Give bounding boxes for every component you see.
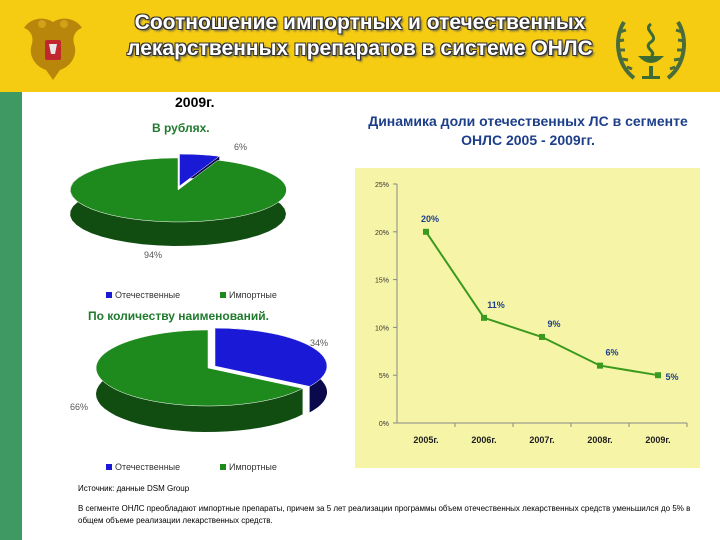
- y-tick-label: 20%: [374, 229, 389, 237]
- data-label: 6%: [605, 347, 619, 358]
- y-tick-label: 10%: [374, 325, 389, 333]
- data-label: 9%: [547, 318, 561, 329]
- count-subtitle: По количеству наименований.: [88, 309, 269, 323]
- data-label: 11%: [487, 299, 505, 310]
- source-note: Источник: данные DSM Group: [78, 484, 190, 493]
- pie-slice-Импортные: [70, 158, 286, 222]
- pie-value-label: 6%: [234, 142, 248, 152]
- data-point: [597, 363, 603, 369]
- y-tick-label: 15%: [374, 277, 389, 285]
- title-line-1: Соотношение импортных и отечественных: [134, 11, 586, 34]
- footer-text: В сегменте ОНЛС преобладают импортные препараты, причем за 5 лет реализации программы объем отечественных лекарственных средств уменьшился до 5% в общем объеме реализации лекарственных средств.: [78, 504, 691, 525]
- pie-chart-count: [58, 322, 358, 482]
- x-tick-label: 2006г.: [471, 435, 497, 445]
- title-line-2: лекарственных препаратов в системе ОНЛС: [127, 37, 593, 60]
- data-label: 20%: [420, 213, 440, 224]
- x-tick-label: 2005г.: [413, 435, 439, 445]
- pie-value-label: 94%: [144, 250, 163, 260]
- pie-value-label: 66%: [70, 402, 89, 412]
- legend-swatch: [220, 292, 226, 298]
- legend-label: Отечественные: [115, 462, 181, 472]
- pie-value-label: 34%: [310, 338, 329, 348]
- legend-label: Отечественные: [115, 290, 181, 300]
- x-tick-label: 2008г.: [587, 435, 613, 445]
- legend-swatch: [106, 292, 112, 298]
- slide-title: [100, 10, 620, 62]
- coat-of-arms-icon: [20, 14, 86, 84]
- y-tick-label: 0%: [378, 421, 389, 428]
- pie-chart-rubles: [58, 134, 358, 304]
- data-point: [655, 372, 661, 378]
- line-chart: [355, 168, 700, 468]
- legend-label: Импортные: [229, 290, 277, 300]
- y-tick-label: 5%: [378, 373, 389, 381]
- data-point: [423, 229, 429, 235]
- year-label: 2009г.: [175, 94, 215, 110]
- legend-swatch: [220, 464, 226, 470]
- data-point: [539, 334, 545, 340]
- line-chart-title: Динамика доли отечественных ЛС в сегменте ОНЛС 2005 - 2009гг.: [368, 113, 688, 148]
- pharmacy-bowl-snake-icon: [612, 16, 690, 86]
- y-tick-label: 25%: [374, 182, 389, 189]
- sidebar-stripe: [0, 92, 22, 540]
- x-tick-label: 2007г.: [529, 435, 555, 445]
- legend-label: Импортные: [229, 462, 277, 472]
- x-tick-label: 2009г.: [645, 435, 671, 445]
- data-label: 5%: [665, 372, 679, 383]
- data-point: [481, 315, 487, 321]
- legend-swatch: [106, 464, 112, 470]
- rubles-subtitle: В рублях.: [152, 121, 210, 135]
